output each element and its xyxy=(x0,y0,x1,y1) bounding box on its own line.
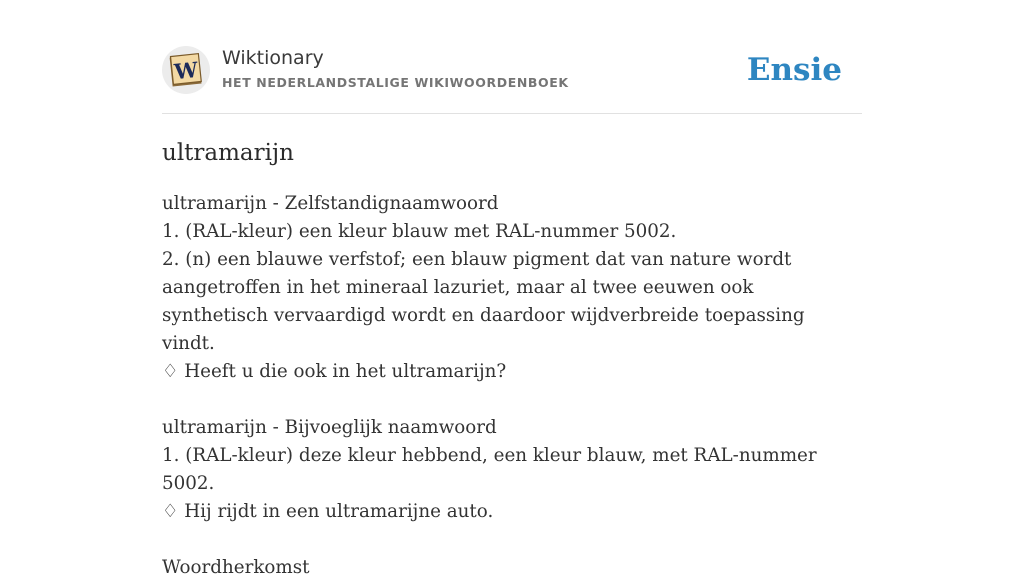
entry-heading: ultramarijn - Zelfstandignaamwoord xyxy=(162,193,499,214)
definition-item: 2. (n) een blauwe verfstof; een blauw pigment dat van nature wordt aangetroffen in het mineraal lazuriet, maar al twee eeuwen ook synthetisch vervaardigd wordt en daardoor wijdverbreide toepassing vindt. xyxy=(162,249,805,354)
site-tagline: HET NEDERLANDSTALIGE WIKIWOORDENBOEK xyxy=(222,75,569,90)
page-title: ultramarijn xyxy=(162,140,294,166)
definition-item: 1. (RAL-kleur) deze kleur hebbend, een kleur blauw, met RAL-nummer 5002. xyxy=(162,445,817,494)
logo-letter: W xyxy=(173,56,200,85)
spacer xyxy=(162,386,862,414)
site-header xyxy=(162,44,862,114)
wiktionary-logo-icon[interactable] xyxy=(162,46,210,94)
example-sentence: ♢ Hij rijdt in een ultramarijne auto. xyxy=(162,501,494,522)
example-sentence: ♢ Heeft u die ook in het ultramarijn? xyxy=(162,361,507,382)
entry-heading: ultramarijn - Bijvoeglijk naamwoord xyxy=(162,417,497,438)
wiktionary-tile-icon xyxy=(169,53,203,87)
spacer xyxy=(162,526,862,554)
etymology-heading: Woordherkomst xyxy=(162,557,310,578)
ensie-brand-link[interactable]: Ensie xyxy=(746,52,842,88)
definition-content xyxy=(162,190,862,582)
definition-item: 1. (RAL-kleur) een kleur blauw met RAL-nummer 5002. xyxy=(162,221,677,242)
site-name[interactable]: Wiktionary xyxy=(222,47,324,69)
